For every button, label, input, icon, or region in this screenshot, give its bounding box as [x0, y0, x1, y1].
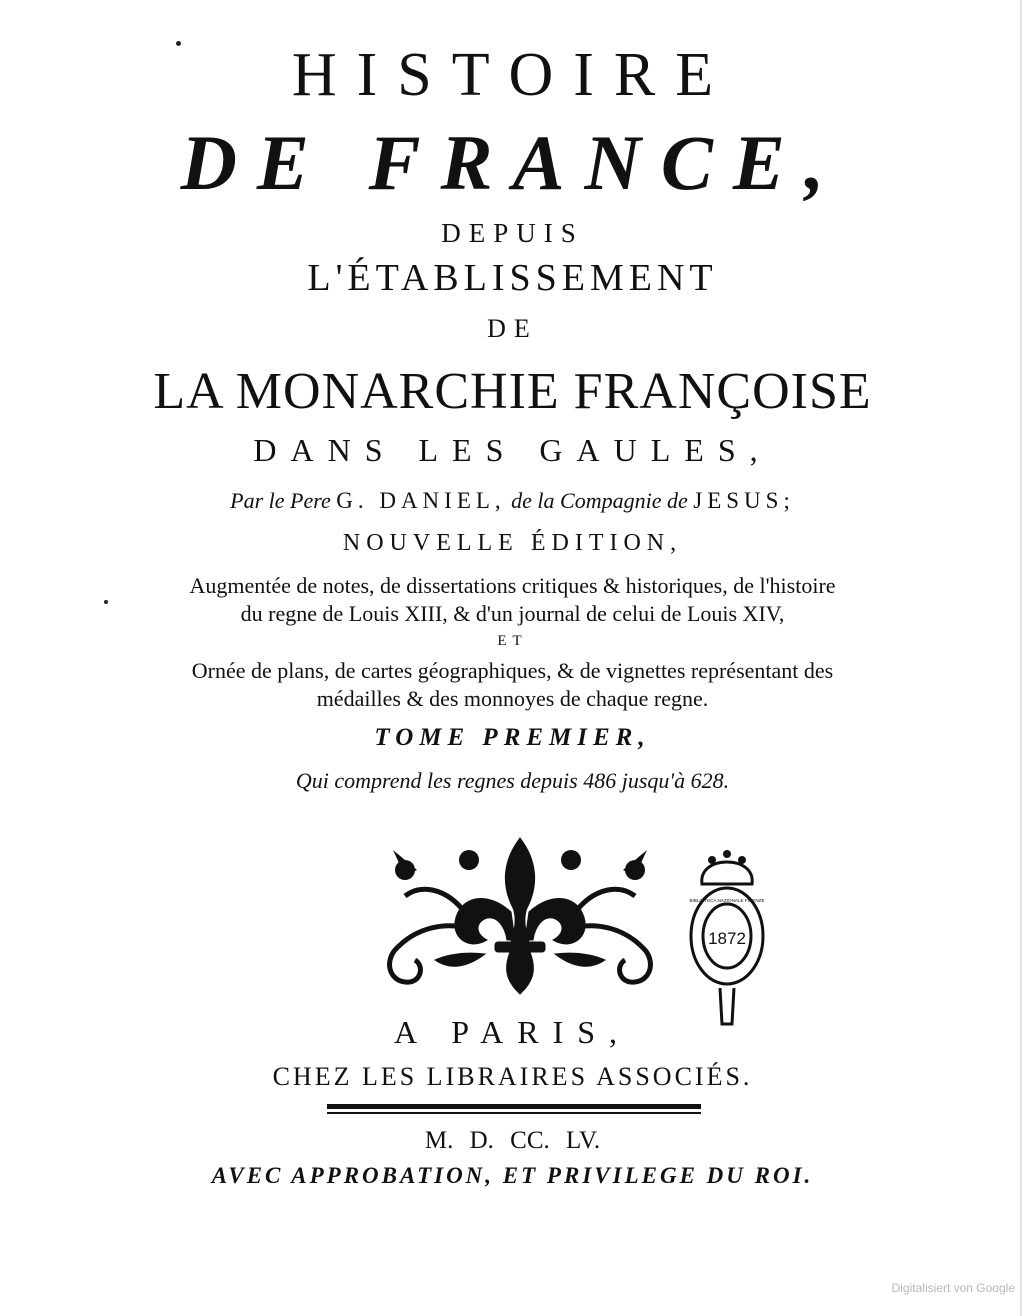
edition-line: NOUVELLE ÉDITION, — [342, 530, 683, 556]
author-line — [0, 488, 1025, 514]
imprint-year: M. D. CC. LV. — [424, 1127, 601, 1154]
imprint-approbation: AVEC APPROBATION, ET PRIVILEGE DU ROI. — [211, 1163, 814, 1188]
stamp-text: BIBLIOTECA NAZIONALE FIRENZE — [689, 898, 765, 903]
title-line-de-france: DE FRANCE, — [180, 119, 845, 206]
description-line-1: Augmentée de notes, de dissertations critiques & historiques, de l'histoire — [189, 573, 836, 598]
volume-title: TOME PREMIER, — [374, 724, 651, 751]
fleur-de-lis-ornament — [375, 830, 665, 1000]
imprint-publisher: CHEZ LES LIBRAIRES ASSOCIÉS. — [272, 1062, 753, 1091]
author-order: JESUS; — [693, 488, 795, 513]
imprint-place: A PARIS, — [393, 1014, 632, 1050]
volume-scope: Qui comprend les regnes depuis 486 jusqu'à 628. — [295, 768, 730, 793]
title-line-gaules: DANS LES GAULES, — [253, 432, 772, 468]
description-conjunction: ET — [497, 633, 528, 649]
title-line-histoire: HISTOIRE — [291, 41, 734, 109]
author-suffix: de la Compagnie de — [511, 488, 688, 513]
description-line-4: médailles & des monnoyes de chaque regne. — [316, 686, 709, 711]
divider-rule — [327, 1104, 701, 1109]
author-prefix: Par le Pere — [230, 488, 331, 513]
title-line-etablissement: L'ÉTABLISSEMENT — [307, 257, 718, 299]
title-line-depuis: DEPUIS — [441, 218, 584, 248]
title-line-monarchie: LA MONARCHIE FRANÇOISE — [153, 363, 872, 420]
divider-rule-thin — [327, 1112, 701, 1114]
library-stamp — [682, 848, 772, 1028]
stamp-year: 1872 — [708, 929, 746, 948]
title-line-de: DE — [487, 314, 538, 343]
author-name: G. DANIEL, — [336, 488, 506, 513]
description-line-2: du regne de Louis XIII, & d'un journal de celui de Louis XIV, — [240, 601, 785, 626]
description-line-3: Ornée de plans, de cartes géographiques, & de vignettes représentant des — [191, 658, 834, 683]
digitization-watermark: Digitalisiert von Google — [891, 1281, 1015, 1295]
